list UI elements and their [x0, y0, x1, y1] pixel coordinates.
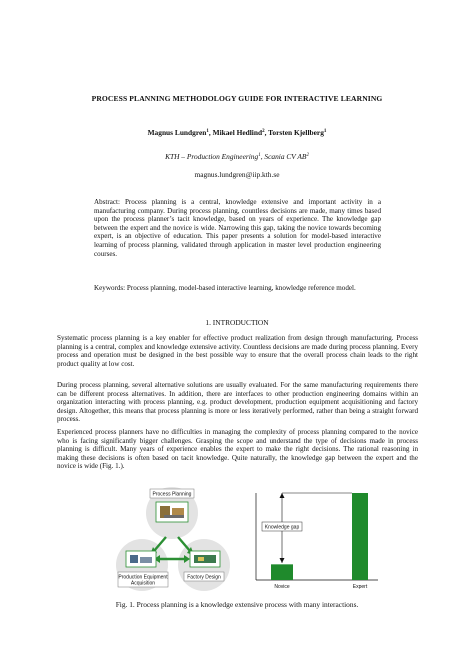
affiliation-org: Scania CV AB — [264, 152, 307, 161]
knowledge-gap-chart — [256, 493, 378, 590]
body-paragraph: During process planning, several alternative solutions are usually evaluated. For the same manufacturing requirements there can be different process alternatives. In addition, there are interfaces to other production engineering domains within an organization interacting with process planning, e.g. product development, production equipment acquisitioning and factory design. Altogether, this means that process planning is more or less iteratively performed, rather than being a straight forward process. — [57, 381, 418, 424]
author-email: magnus.lundgren@iip.kth.se — [194, 170, 280, 179]
equipment-label-line2: Acquisition — [130, 580, 156, 587]
novice-bar — [271, 564, 293, 580]
affiliation-org: KTH – Production Engineering — [165, 152, 259, 161]
author-name: Magnus Lundgren — [147, 128, 207, 137]
novice-label: Novice — [274, 584, 290, 590]
section-heading: 1. INTRODUCTION — [205, 318, 269, 327]
process-planning-image — [156, 502, 188, 522]
body-paragraph: Experienced process planners have no difficulties in managing the complexity of process planning compared to the novice who is facing significantly bigger challenges. Grasping the scope and understand the type of decisions made in process planning is difficult. Many years of experience enables the expert to make the right decisions. The rational reasoning in making these decisions is often based on tacit knowledge. Quite naturally, the knowledge gap between the expert and the novice is wide (Fig. 1.). — [57, 428, 418, 471]
author-name: Torsten Kjellberg — [268, 128, 324, 137]
expert-label: Expert — [352, 584, 368, 590]
affiliation-mark: 2 — [262, 129, 265, 134]
affiliations: KTH – Production Engineering$^1$, Scania CV $AB^2$ — [165, 152, 309, 161]
abstract: Abstract: Process planning is a central, knowledge extensive and important activity in a manufacturing company. During process planning, countless decisions are made, many times based upon the process planner’s tacit knowledge, based on years of experience. The knowledge gap between the expert and the novice is wide. Narrowing this gap, taking the novice towards becoming expert, is an objective of education. This paper presents a solution for model-based interactive learning of process planning, validated through application in master level production engineering courses. — [94, 198, 381, 258]
paper-title: PROCESS PLANNING METHODOLOGY GUIDE FOR INTERACTIVE LEARNING — [91, 94, 383, 103]
knowledge-gap-label: Knowledge gap — [264, 524, 300, 531]
factory-design-label: Factory Design — [187, 574, 221, 581]
process-planning-label: Process Planning — [152, 491, 192, 498]
body-paragraph: Systematic process planning is a key enabler for effective product realization from design through manufacturing. Process planning is a central, complex and knowledge extensive activity. Countless decisions are made during process planning. Every process and operation must be designed in the best possible way to ensure that the overall process chain leads to the right product quality at low cost. — [57, 334, 418, 368]
factory-design-image — [190, 551, 220, 567]
affiliation-mark: 1 — [323, 129, 327, 134]
figure-caption: Fig. 1. Process planning is a knowledge extensive process with many interactions. — [115, 600, 359, 609]
gap-arrow-up — [280, 493, 285, 498]
affiliation-mark: 2 — [306, 153, 309, 158]
gap-arrow-down — [280, 558, 285, 563]
author-name: Mikael Hedlind — [212, 128, 263, 137]
affiliation-mark: 1 — [258, 153, 261, 158]
figure-1 — [106, 485, 396, 595]
process-diagram — [116, 487, 230, 591]
affiliation-mark: 1 — [206, 129, 209, 134]
keywords: Keywords: Process planning, model-based interactive learning, knowledge reference model. — [94, 284, 356, 292]
equipment-label-line1: Production Equipment — [118, 574, 168, 581]
author-list: Magnus Lundgren$^1$, Mikael Hedlind$^2$, Torsten Kjellberg$^1$ — [147, 128, 327, 137]
expert-bar — [352, 493, 368, 580]
equipment-image — [126, 551, 156, 567]
